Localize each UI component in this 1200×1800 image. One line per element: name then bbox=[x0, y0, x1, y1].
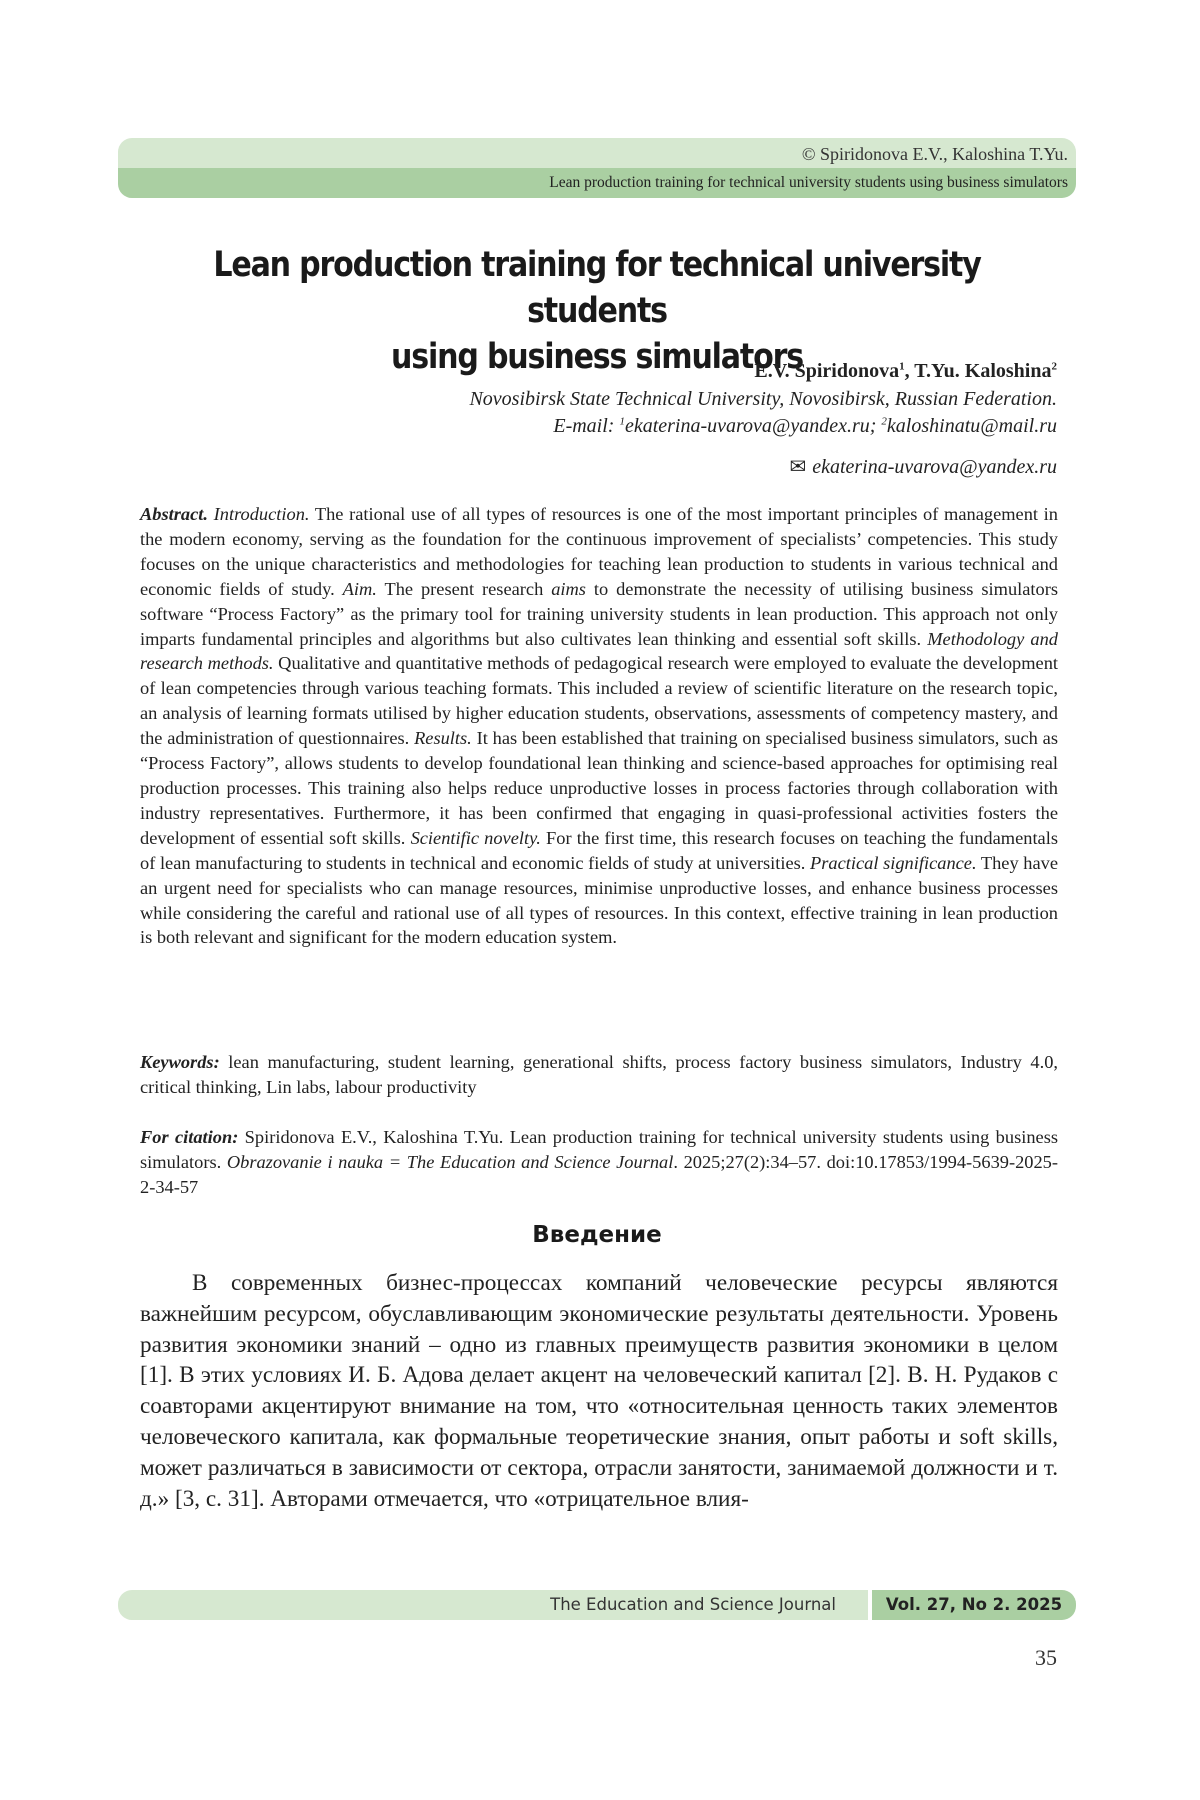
header-running-title: Lean production training for technical university students using business simulators bbox=[118, 168, 1076, 198]
title-line-2: using business simulators bbox=[391, 337, 803, 377]
header-copyright: © Spiridonova E.V., Kaloshina T.Yu. bbox=[118, 138, 1076, 168]
email-2-sup: 2 bbox=[881, 415, 887, 428]
results-label: Results. bbox=[414, 728, 472, 749]
affiliation-block bbox=[469, 386, 1057, 440]
email-1[interactable]: ekaterina-uvarova@yandex.ru; bbox=[624, 415, 882, 437]
novelty-text: For the first time, this research focuses on teaching the fundamentals of lean manufacturing to students in technical and economic fields of study at universities. bbox=[140, 827, 1058, 873]
methods-text: Qualitative and quantitative methods of pedagogical research were employed to evaluate the development of lean competencies through various teaching formats. This included a review of scientific literature on the research topic, an analysis of learning formats utilised by higher education students, observations, assessments of competency mastery, and the administration of questionnaires. bbox=[140, 653, 1058, 749]
methods-label: Methodology and research methods. bbox=[140, 628, 1058, 674]
aim-label: Aim. bbox=[342, 578, 377, 599]
title-line-1: Lean production training for technical university students bbox=[213, 245, 981, 331]
keywords-label: Keywords: bbox=[140, 1052, 220, 1072]
aim-word: aims bbox=[551, 578, 586, 599]
intro-text: The rational use of all types of resources is one of the most important principles of management in the modern economy, serving as the foundation for the continuous improvement of specialists’ competencies. This study focuses on the unique characteristics and methodologies for teaching lean production to students in various technical and economic fields of study. bbox=[140, 504, 1058, 599]
corresponding-email[interactable]: ekaterina-uvarova@yandex.ru bbox=[812, 456, 1057, 478]
email-2[interactable]: kaloshinatu@mail.ru bbox=[886, 415, 1057, 437]
citation-text-2: . 2025;27(2):34–57. doi:10.17853/1994-5639-2025-2-34-57 bbox=[140, 1152, 1058, 1197]
author-list bbox=[754, 360, 1057, 383]
author-2-sup: 2 bbox=[1051, 360, 1057, 373]
citation-label: For citation: bbox=[140, 1127, 239, 1147]
citation-text-1: Spiridonova E.V., Kaloshina T.Yu. Lean production training for technical university students using business simulators. bbox=[140, 1127, 1059, 1172]
footer-issue: Vol. 27, No 2. 2025 bbox=[872, 1590, 1076, 1620]
email-line bbox=[469, 413, 1057, 440]
abstract-label: Abstract. bbox=[140, 504, 208, 524]
author-2: T.Yu. Kaloshina bbox=[914, 360, 1052, 382]
results-text: It has been established that training on specialised business simulators, such as “Process Factory”, allows students to develop foundational lean thinking and science-based approaches for optimising real production processes. This training also helps reduce unproductive losses in process factories through collaboration with industry representatives. Furthermore, it has been confirmed that engaging in quasi-professional activities fosters the development of essential soft skills. bbox=[140, 728, 1058, 848]
envelope-icon: ✉ bbox=[789, 456, 807, 478]
running-header bbox=[118, 138, 1076, 198]
intro-label: Introduction. bbox=[213, 504, 310, 524]
author-1: E.V. Spiridonova bbox=[754, 360, 900, 382]
section-title: Введение bbox=[532, 1222, 662, 1248]
novelty-label: Scientific novelty. bbox=[410, 827, 541, 848]
practical-label: Practical significance. bbox=[810, 852, 977, 873]
page-number: 35 bbox=[1035, 1645, 1057, 1670]
institution: Novosibirsk State Technical University, Novosibirsk, Russian Federation. bbox=[469, 388, 1057, 410]
citation bbox=[140, 1125, 1058, 1200]
keywords bbox=[140, 1050, 1058, 1100]
email-1-sup: 1 bbox=[619, 415, 625, 428]
keywords-text: lean manufacturing, student learning, generational shifts, process factory business simulators, Industry 4.0, critical thinking, Lin labs, labour productivity bbox=[140, 1052, 1058, 1097]
aim-text-1: The present research bbox=[376, 578, 552, 599]
email-label: E-mail: bbox=[553, 415, 620, 437]
corresponding-contact bbox=[789, 454, 1057, 479]
footer-journal: The Education and Science Journal bbox=[118, 1590, 868, 1620]
citation-journal: Obrazovanie i nauka = The Education and Science Journal bbox=[226, 1152, 674, 1172]
abstract bbox=[140, 502, 1058, 950]
body-paragraph: В современных бизнес-процессах компаний человеческие ресурсы являются важнейшим ресурсом, обуславливающим экономические результаты деятельности. Уровень развития экономики знаний – одно из главных преимуществ развития экономики в целом [1]. В этих условиях И. Б. Адова делает акцент на человеческий капитал [2]. В. Н. Рудаков с соавторами акцентируют внимание на том, что «относительная ценность таких элементов человеческого капитала, как формальные теоретические знания, опыт работы и soft skills, может различаться в зависимости от сектора, отрасли занятости, занимаемой должности и т. д.» [3, с. 31]. Авторами отмечается, что «отрицательное влия- bbox=[140, 1270, 1058, 1512]
running-footer bbox=[118, 1590, 1076, 1620]
author-separator: , bbox=[904, 360, 915, 382]
aim-text-2: to demonstrate the necessity of utilising business simulators software “Process Factory” as the primary tool for training university students in lean production. This approach not only imparts fundamental principles and algorithms but also cultivates lean thinking and essential soft skills. bbox=[140, 578, 1058, 649]
author-1-sup: 1 bbox=[899, 360, 905, 373]
practical-text: They have an urgent need for specialists who can manage resources, minimise unproductive losses, and enhance business processes while considering the careful and rational use of all types of resources. In this context, effective training in lean production is both relevant and significant for the modern education system. bbox=[140, 852, 1058, 948]
